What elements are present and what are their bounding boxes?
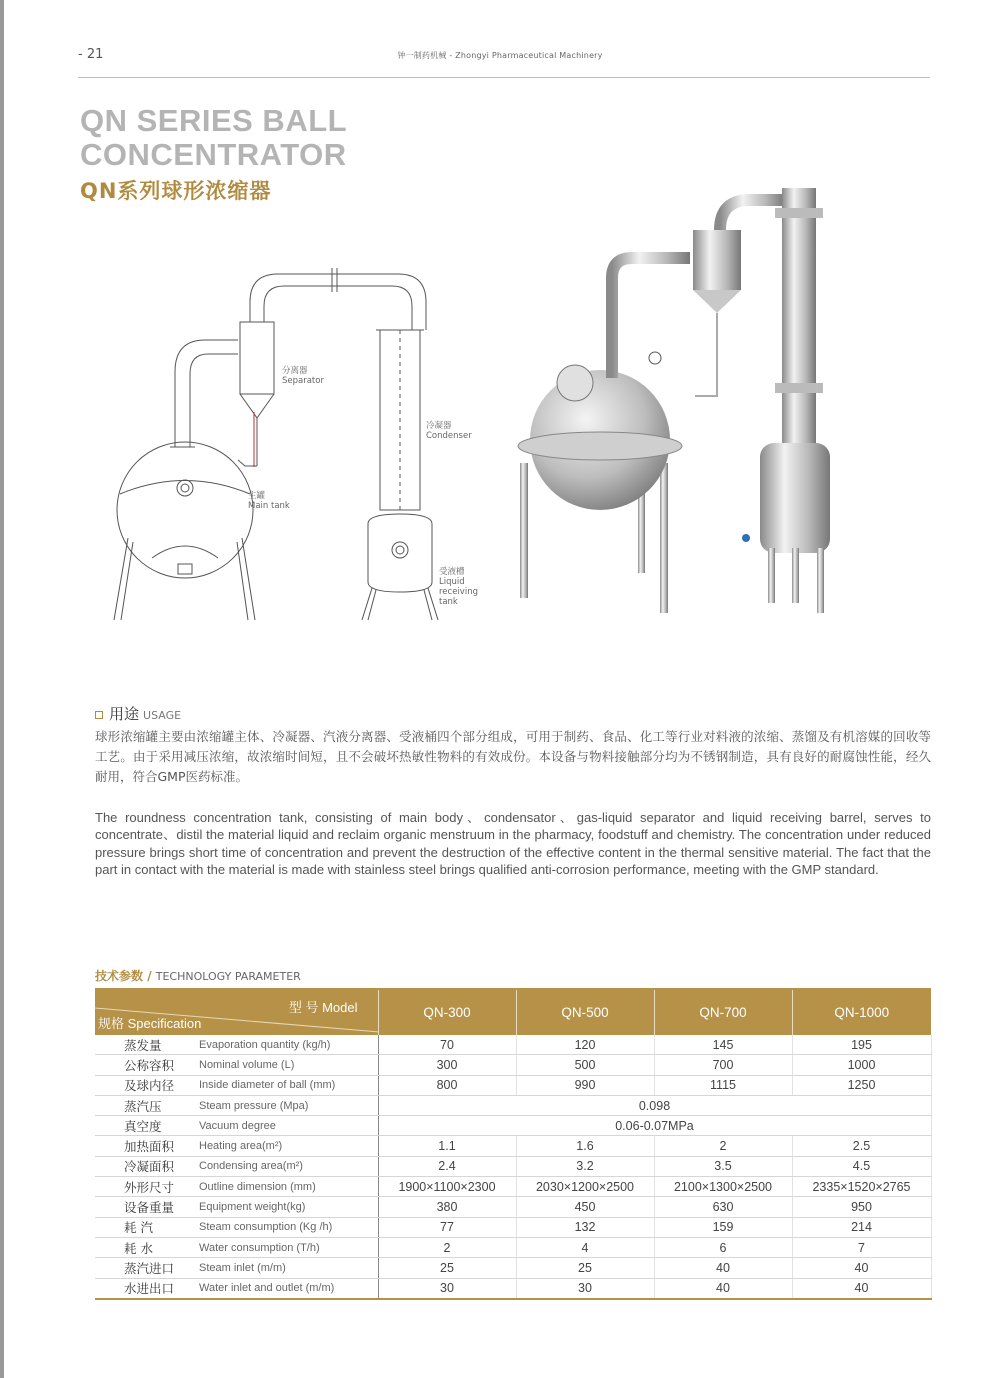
- param-name-en: Nominal volume (L): [197, 1055, 378, 1075]
- param-name-cn: 蒸汽进口: [95, 1258, 197, 1278]
- header-rule: [78, 77, 930, 78]
- table-row: [95, 1055, 931, 1075]
- param-value: 800: [378, 1075, 516, 1095]
- param-name-en: Vacuum degree: [197, 1116, 378, 1136]
- title-english: [80, 104, 347, 172]
- param-name-cn: 耗 水: [95, 1237, 197, 1257]
- usage-heading-cn: 用途: [109, 705, 140, 723]
- separator-photo: [693, 230, 741, 290]
- param-value: 120: [516, 1035, 654, 1055]
- running-header: 钟一制药机械 - Zhongyi Pharmaceutical Machinery: [397, 51, 603, 60]
- param-name-en: Outline dimension (mm): [197, 1177, 378, 1197]
- param-value: 2: [654, 1136, 792, 1156]
- param-name-cn: 冷凝面积: [95, 1156, 197, 1176]
- param-value: 30: [378, 1278, 516, 1299]
- param-name-en: Water consumption (T/h): [197, 1237, 378, 1257]
- product-photo: [510, 178, 870, 623]
- param-value: 3.5: [654, 1156, 792, 1176]
- table-row: [95, 1177, 931, 1197]
- param-value: 25: [378, 1258, 516, 1278]
- usage-text-english: The roundness concentration tank, consisting of main body、condensator、gas-liquid separator and liquid receiving barrel, serves to concentrate、distil the material liquid and reclaim organic menstruum in the pharmacy, foodstuff and chemistry. The concentration under reduced pressure brings short time of concentration and prevent the destruction of the effective content in the thermal sensitive material. The fact that the part in contact with the material is made with stainless steel brings qualified anti-corrosion performance, meeting with the GMP standard.: [95, 810, 931, 877]
- label-receiving-en1: Liquid: [439, 577, 465, 587]
- param-value: 1250: [792, 1075, 931, 1095]
- param-value: 2100×1300×2500: [654, 1177, 792, 1197]
- param-name-en: Inside diameter of ball (mm): [197, 1075, 378, 1095]
- table-corner-header: [95, 989, 378, 1035]
- page-edge-shadow: [0, 0, 4, 1378]
- usage-text-chinese: 球形浓缩罐主要由浓缩罐主体、冷凝器、汽液分离器、受液桶四个部分组成，可用于制药、食品、化工等行业对料液的浓缩、蒸馏及有机溶媒的回收等工艺。由于采用减压浓缩，故浓缩时间短，且不会破坏热敏性物料的有效成份。本设备与物料接触部分均为不锈钢制造，具有良好的耐腐蚀性能，经久耐用，符合GMP医药标准。: [95, 729, 931, 784]
- param-value: 2.4: [378, 1156, 516, 1176]
- label-condenser-cn: 冷凝器: [426, 421, 452, 431]
- table-row: [95, 1095, 931, 1115]
- param-name-cn: 真空度: [95, 1116, 197, 1136]
- separator-outline: [240, 322, 274, 394]
- param-value-merged: 0.06-0.07MPa: [378, 1116, 931, 1136]
- param-value: 450: [516, 1197, 654, 1217]
- param-value: 500: [516, 1055, 654, 1075]
- param-value: 950: [792, 1197, 931, 1217]
- model-header: QN-1000: [792, 989, 931, 1035]
- table-row: [95, 1116, 931, 1136]
- label-receiving-cn: 受液槽: [439, 567, 465, 577]
- model-header: QN-300: [378, 989, 516, 1035]
- param-name-cn: 外形尺寸: [95, 1177, 197, 1197]
- param-value: 2.5: [792, 1136, 931, 1156]
- param-value: 1.1: [378, 1136, 516, 1156]
- label-condenser-en: Condenser: [426, 431, 472, 441]
- tech-heading-cn: 技术参数: [95, 969, 144, 983]
- title-english-line2: CONCENTRATOR: [80, 137, 347, 172]
- param-value: 6: [654, 1237, 792, 1257]
- param-name-en: Heating area(m²): [197, 1136, 378, 1156]
- parameter-table: [95, 988, 932, 1300]
- receiving-tank-photo: [760, 443, 830, 553]
- param-value: 1115: [654, 1075, 792, 1095]
- schematic-diagram: [100, 262, 500, 627]
- param-value: 40: [654, 1278, 792, 1299]
- param-value: 4.5: [792, 1156, 931, 1176]
- param-value-merged: 0.098: [378, 1095, 931, 1115]
- param-value: 7: [792, 1237, 931, 1257]
- param-name-en: Steam consumption (Kg /h): [197, 1217, 378, 1237]
- param-value: 4: [516, 1237, 654, 1257]
- param-value: 195: [792, 1035, 931, 1055]
- main-tank-outline: [117, 442, 253, 578]
- table-row: [95, 1197, 931, 1217]
- table-row: [95, 1156, 931, 1176]
- param-value: 30: [516, 1278, 654, 1299]
- param-value: 2335×1520×2765: [792, 1177, 931, 1197]
- param-value: 700: [654, 1055, 792, 1075]
- table-row: [95, 1136, 931, 1156]
- label-main-tank-cn: 主罐: [248, 491, 266, 501]
- param-value: 77: [378, 1217, 516, 1237]
- param-value: 40: [792, 1258, 931, 1278]
- usage-heading: [95, 703, 181, 724]
- receiving-tank-outline: [368, 514, 432, 592]
- table-body: [95, 1035, 931, 1299]
- table-row: [95, 1237, 931, 1257]
- param-name-en: Evaporation quantity (kg/h): [197, 1035, 378, 1055]
- table-row: [95, 1278, 931, 1299]
- table-row: [95, 1217, 931, 1237]
- param-name-en: Condensing area(m²): [197, 1156, 378, 1176]
- param-name-cn: 蒸发量: [95, 1035, 197, 1055]
- param-name-en: Water inlet and outlet (m/m): [197, 1278, 378, 1299]
- param-name-cn: 设备重量: [95, 1197, 197, 1217]
- usage-heading-en: USAGE: [143, 709, 182, 722]
- param-value: 630: [654, 1197, 792, 1217]
- param-value: 40: [792, 1278, 931, 1299]
- table-header-row: [95, 989, 931, 1035]
- param-value: 40: [654, 1258, 792, 1278]
- param-value: 1000: [792, 1055, 931, 1075]
- page-number: - 21: [78, 47, 104, 62]
- param-value: 159: [654, 1217, 792, 1237]
- param-value: 70: [378, 1035, 516, 1055]
- model-header: QN-500: [516, 989, 654, 1035]
- param-value: 990: [516, 1075, 654, 1095]
- heading-bullet-icon: [95, 711, 103, 719]
- title-chinese: QN系列球形浓缩器: [80, 179, 272, 203]
- param-value: 1.6: [516, 1136, 654, 1156]
- param-value: 132: [516, 1217, 654, 1237]
- param-value: 145: [654, 1035, 792, 1055]
- model-header: QN-700: [654, 989, 792, 1035]
- param-name-en: Steam inlet (m/m): [197, 1258, 378, 1278]
- label-separator-en: Separator: [282, 376, 324, 386]
- param-value: 2030×1200×2500: [516, 1177, 654, 1197]
- label-receiving-en2: receiving: [439, 587, 478, 597]
- param-value: 3.2: [516, 1156, 654, 1176]
- param-name-cn: 耗 汽: [95, 1217, 197, 1237]
- param-value: 300: [378, 1055, 516, 1075]
- param-name-en: Steam pressure (Mpa): [197, 1095, 378, 1115]
- param-value: 380: [378, 1197, 516, 1217]
- param-name-cn: 加热面积: [95, 1136, 197, 1156]
- condenser-photo: [782, 188, 816, 450]
- tech-heading: [95, 967, 301, 984]
- table-row: [95, 1075, 931, 1095]
- label-receiving-en3: tank: [439, 597, 458, 607]
- table-row: [95, 1258, 931, 1278]
- param-value: 214: [792, 1217, 931, 1237]
- label-main-tank-en: Main tank: [248, 501, 290, 511]
- param-value: 2: [378, 1237, 516, 1257]
- param-name-en: Equipment weight(kg): [197, 1197, 378, 1217]
- spec-label: 规格 Specification: [98, 1016, 202, 1031]
- tech-heading-en: TECHNOLOGY PARAMETER: [155, 970, 301, 983]
- table-row: [95, 1035, 931, 1055]
- param-value: 25: [516, 1258, 654, 1278]
- param-value: 1900×1100×2300: [378, 1177, 516, 1197]
- title-english-line1: QN SERIES BALL: [80, 103, 348, 138]
- param-name-cn: 公称容积: [95, 1055, 197, 1075]
- param-name-cn: 及球内径: [95, 1075, 197, 1095]
- param-name-cn: 蒸汽压: [95, 1095, 197, 1115]
- tech-heading-sep: /: [143, 969, 156, 983]
- model-label: 型 号 Model: [288, 1000, 358, 1015]
- param-name-cn: 水进出口: [95, 1278, 197, 1299]
- label-separator-cn: 分离器: [282, 366, 308, 376]
